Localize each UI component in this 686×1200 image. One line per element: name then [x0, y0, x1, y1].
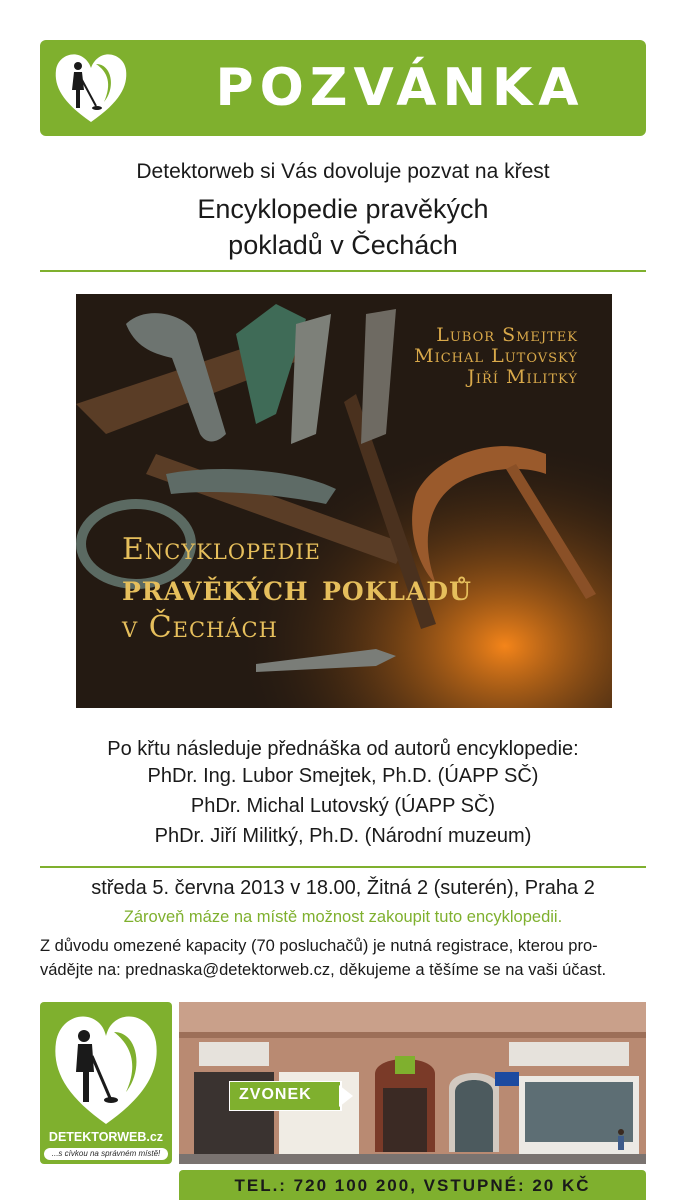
doorbell-label: ZVONEK	[239, 1086, 312, 1103]
cover-author: Lubor Smejtek	[436, 324, 578, 346]
book-title-line-1: Encyklopedie pravěkých	[197, 194, 489, 224]
registration-text: Z důvodu omezené kapacity (70 posluchačů) je nutná registrace, kterou pro-	[40, 937, 598, 955]
page-title: POZVÁNKA	[215, 58, 585, 118]
lecture-intro: Po křtu následuje přednáška od autorů encyklopedie:	[107, 738, 579, 760]
lecturer-item: PhDr. Ing. Lubor Smejtek, Ph.D. (ÚAPP SČ)	[147, 765, 539, 787]
event-date-location: středa 5. června 2013 v 18.00, Žitná 2 (suterén), Praha 2	[91, 877, 595, 899]
divider	[40, 866, 646, 868]
detector-heart-logo-icon	[50, 1010, 162, 1128]
book-title-line-2: pokladů v Čechách	[228, 230, 458, 260]
brand-name: DETEKTORWEB.cz	[48, 1130, 164, 1144]
registration-text: vádějte na: prednaska@detektorweb.cz, děkujeme a těšíme se na vaši účast.	[40, 961, 607, 979]
cover-author: Michal Lutovský	[414, 345, 578, 367]
footer-logo	[40, 1002, 172, 1164]
book-cover-image	[76, 294, 612, 708]
header-banner	[40, 40, 646, 136]
cover-author: Jiří Militký	[467, 366, 578, 388]
contact-text: TEL.: 720 100 200, VSTUPNÉ: 20 KČ	[234, 1176, 591, 1195]
doorbell-sign	[229, 1081, 355, 1111]
cover-title-line: pravěkých pokladů	[122, 567, 472, 609]
cover-title-line: Encyklopedie	[122, 532, 321, 567]
lecturer-item: PhDr. Jiří Militký, Ph.D. (Národní muzeum)	[154, 825, 532, 847]
lecturer-item: PhDr. Michal Lutovský (ÚAPP SČ)	[190, 795, 496, 817]
brand-tagline: ...s cívkou na správném místě!	[44, 1148, 168, 1160]
detector-heart-logo-icon	[52, 50, 130, 126]
invitation-line: Detektorweb si Vás dovoluje pozvat na křest	[136, 160, 550, 183]
sale-note: Zároveň máze na místě možnost zakoupit tuto encyklopedii.	[123, 908, 563, 926]
cover-title-line: v Čechách	[122, 610, 278, 645]
contact-bar	[179, 1170, 646, 1200]
divider	[40, 270, 646, 272]
